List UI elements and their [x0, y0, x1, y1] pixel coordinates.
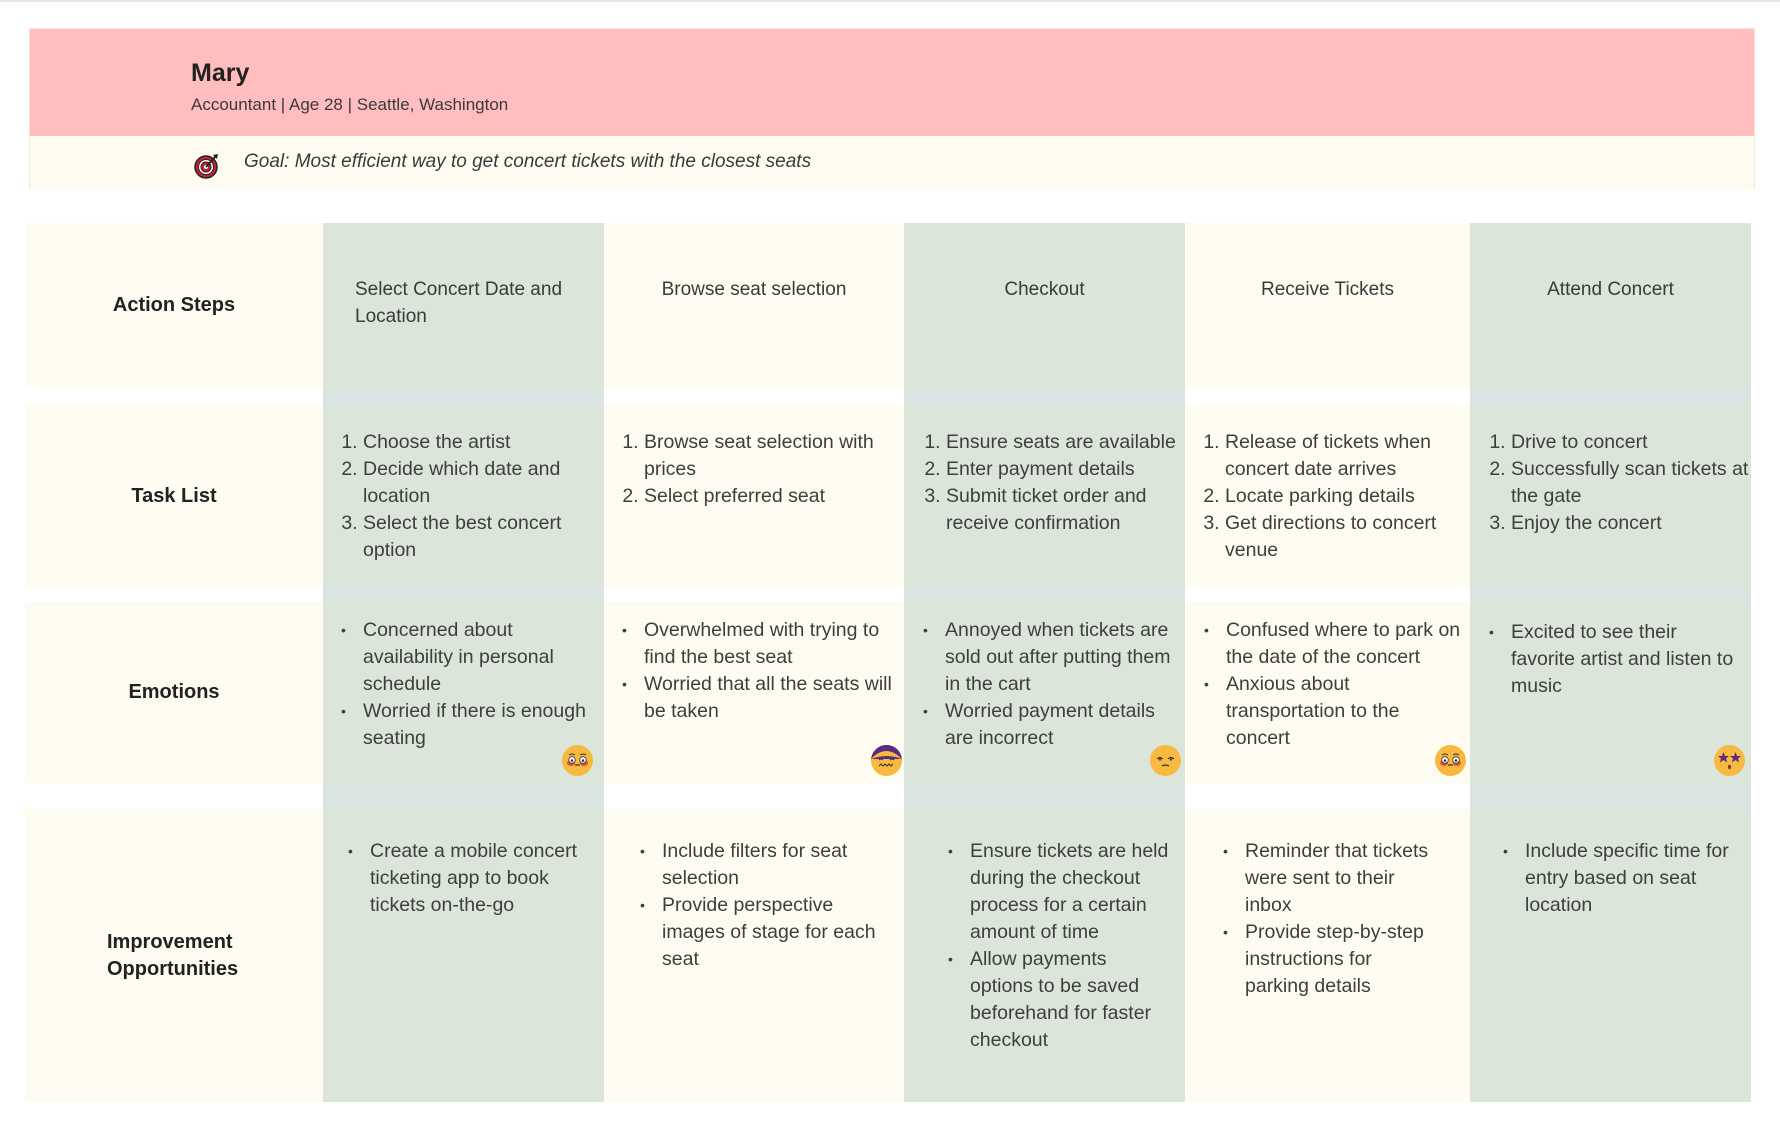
row-gap	[904, 587, 1185, 602]
row-label-task-list	[25, 405, 323, 587]
row-gap	[1185, 783, 1470, 809]
row-gap	[604, 388, 904, 405]
persona-subtitle: Accountant | Age 28 | Seattle, Washington	[191, 95, 509, 114]
task-item: 3. Submit ticket order and receive confirmation	[946, 483, 1185, 537]
row-gap	[1470, 783, 1751, 809]
row-gap	[904, 783, 1185, 809]
persona-card	[29, 28, 1755, 189]
task-list-5	[1470, 429, 1751, 537]
action-step-3: Checkout	[1004, 279, 1085, 300]
row-gap	[604, 783, 904, 809]
improvement-item: • Create a mobile concert ticketing app to book tickets on-the-go	[370, 838, 590, 919]
row-label-text: Emotions	[128, 681, 220, 703]
task-item: 1. Browse seat selection with prices	[644, 429, 892, 483]
task-item: 2. Select preferred seat	[644, 483, 892, 510]
top-border	[0, 0, 1780, 2]
row-label-improvement-opportunities	[25, 809, 323, 1102]
task-item: 3. Get directions to concert venue	[1225, 510, 1460, 564]
emotion-item: • Confused where to park on the date of the concert	[1226, 617, 1468, 671]
emotion-item: • Overwhelmed with trying to find the best seat	[644, 617, 898, 671]
improvements-3	[904, 838, 1185, 1054]
emotions-4	[1185, 617, 1470, 752]
improvement-item: • Ensure tickets are held during the checkout process for a certain amount of time	[970, 838, 1169, 946]
task-item: 2. Successfully scan tickets at the gate	[1511, 456, 1751, 510]
task-list-4	[1185, 429, 1470, 564]
improvements-1	[323, 838, 604, 919]
emotion-item: • Worried if there is enough seating	[363, 698, 598, 752]
row-label-text: Action Steps	[112, 294, 236, 316]
emotion-item: • Excited to see their favorite artist and listen to music	[1511, 619, 1745, 700]
emotions-1	[323, 617, 604, 752]
annoyed-face-icon	[1150, 745, 1181, 776]
persona-goal: Goal: Most efficient way to get concert tickets with the closest seats	[244, 151, 812, 172]
improvement-item: • Provide perspective images of stage for each seat	[662, 892, 888, 973]
row-gap	[1185, 388, 1470, 405]
target-icon	[194, 153, 220, 179]
improvements-5	[1470, 838, 1751, 919]
overwhelmed-face-icon	[871, 745, 902, 776]
row-gap	[323, 783, 604, 809]
emotion-item: • Annoyed when tickets are sold out after putting them in the cart	[945, 617, 1183, 698]
task-list-3	[904, 429, 1185, 537]
improvement-item: • Include specific time for entry based on seat location	[1525, 838, 1743, 919]
action-step-1: Select Concert Date and Location	[355, 279, 563, 327]
task-item: 1. Ensure seats are available	[946, 429, 1185, 456]
row-gap	[1470, 587, 1751, 602]
persona-name: Mary	[191, 59, 250, 87]
emotions-3	[904, 617, 1185, 752]
task-item: 3. Enjoy the concert	[1511, 510, 1751, 537]
row-label-emotions	[25, 602, 323, 783]
task-list-2	[604, 429, 904, 510]
task-item: 2. Enter payment details	[946, 456, 1185, 483]
emotion-item: • Anxious about transportation to the concert	[1226, 671, 1468, 752]
row-gap	[323, 388, 604, 405]
row-label-text: Improvement	[107, 930, 233, 953]
improvement-item: • Allow payments options to be saved beforehand for faster checkout	[970, 946, 1169, 1054]
persona-header	[30, 29, 1754, 136]
emotions-5	[1470, 619, 1751, 700]
row-gap	[604, 587, 904, 602]
emotion-item: • Concerned about availability in personal schedule	[363, 617, 598, 698]
action-step-2: Browse seat selection	[661, 279, 847, 300]
improvement-item: • Provide step-by-step instructions for parking details	[1245, 919, 1430, 1000]
row-gap	[1470, 388, 1751, 405]
flushed-face-icon	[1435, 745, 1466, 776]
row-gap	[1185, 587, 1470, 602]
emotions-2	[604, 617, 904, 725]
task-item: 2. Locate parking details	[1225, 483, 1460, 510]
improvements-4	[1185, 838, 1470, 1000]
task-item: 1. Choose the artist	[363, 429, 604, 456]
emotion-item: • Worried that all the seats will be taken	[644, 671, 898, 725]
improvement-item: • Include filters for seat selection	[662, 838, 888, 892]
action-step-5: Attend Concert	[1547, 279, 1674, 300]
row-gap	[323, 587, 604, 602]
action-step-4: Receive Tickets	[1260, 279, 1395, 300]
row-gap	[904, 388, 1185, 405]
task-item: 1. Release of tickets when concert date arrives	[1225, 429, 1460, 483]
task-item: 1. Drive to concert	[1511, 429, 1751, 456]
row-label-text: Task List	[131, 484, 217, 507]
task-list-1	[323, 429, 604, 564]
persona-goal-band	[30, 136, 1754, 189]
task-item: 3. Select the best concert option	[363, 510, 604, 564]
star-struck-face-icon	[1714, 745, 1745, 776]
flushed-face-icon	[562, 745, 593, 776]
row-label-action-steps	[25, 223, 323, 388]
emotion-item: • Worried payment details are incorrect	[945, 698, 1183, 752]
task-item: 2. Decide which date and location	[363, 456, 604, 510]
improvements-2	[604, 838, 904, 973]
row-label-text: Opportunities	[107, 957, 239, 980]
improvement-item: • Reminder that tickets were sent to their inbox	[1245, 838, 1430, 919]
